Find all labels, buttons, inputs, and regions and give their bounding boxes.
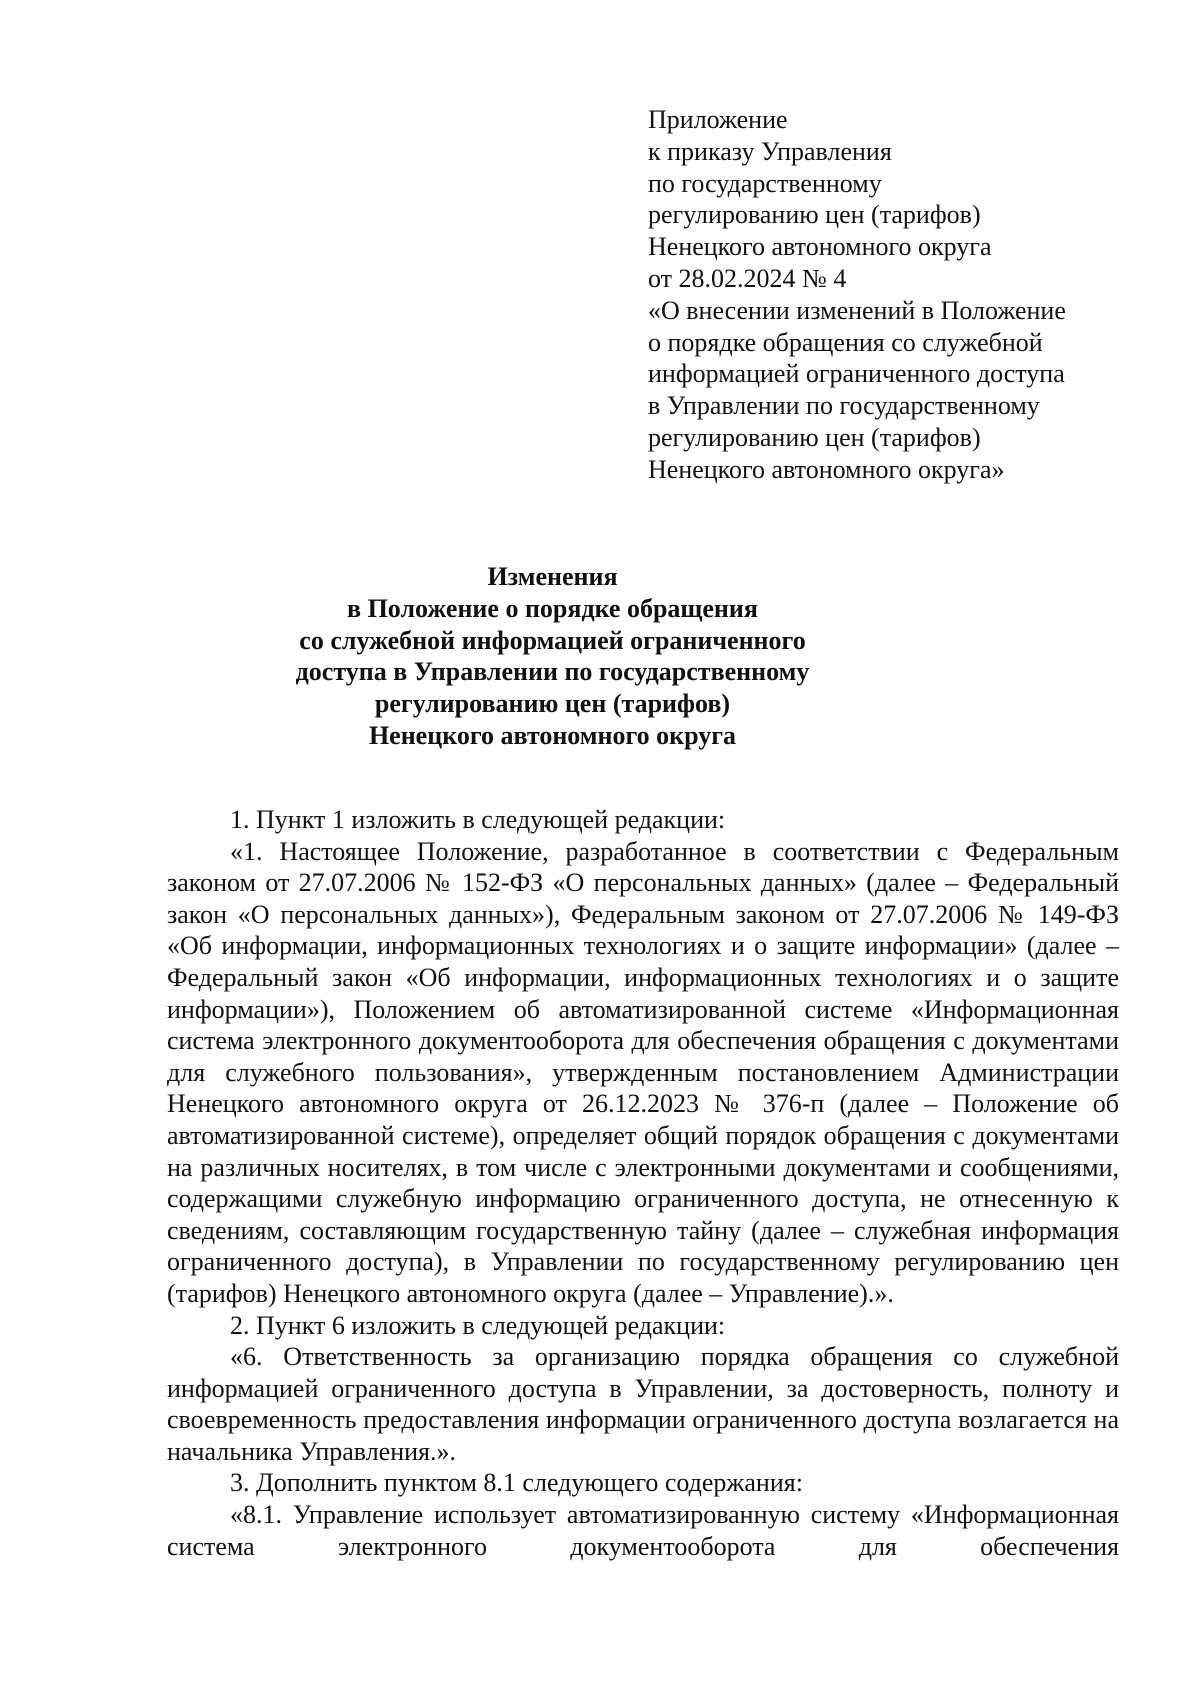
appendix-line: «О внесении изменений в Положение <box>648 295 1066 325</box>
appendix-line: информацией ограниченного доступа <box>648 359 1065 389</box>
body-paragraph: «8.1. Управление использует автоматизированную систему «Информационная система электронного документооборота для обеспечения <box>167 1500 1119 1561</box>
appendix-line: Ненецкого автономного округа» <box>648 454 1005 484</box>
title-line: со служебной информацией ограниченного <box>299 625 806 655</box>
body-paragraph: 3. Дополнить пунктом 8.1 следующего содержания: <box>230 1468 803 1498</box>
body-paragraph: «1. Настоящее Положение, разработанное в соответствии с Федеральным законом от 27.07.2006 № 152-ФЗ «О персональных данных» (далее – Федеральный закон «О персональных данных»), Федеральным законом от 27.07.2006 № 149-ФЗ «Об информации, информационных технологиях и о защите информации» (далее – Федеральный закон «Об информации, информационных технологиях и о защите информации»), Положением об автоматизированной системе «Информационная система электронного документооборота для обеспечения обращения с документами для служебного пользования», утвержденным постановлением Администрации Ненецкого автономного округа от 26.12.2023 № 376-п (далее – Положение об автоматизированной системе), определяет общий порядок обращения с документами на различных носителях, в том числе с электронными документами и сообщениями, содержащими служебную информацию ограниченного доступа, не отнесенную к сведениям, составляющим государственную тайну (далее – служебная информация ограниченного доступа), в Управлении по государственному регулированию цен (тарифов) Ненецкого автономного округа (далее – Управление).». <box>167 836 1119 1308</box>
appendix-line: по государственному <box>648 168 882 198</box>
body-paragraph: «6. Ответственность за организацию порядка обращения со служебной информацией ограниченного доступа в Управлении, за достоверность, полноту и своевременность предоставления информации ограниченного доступа возлагается на начальника Управления.». <box>167 1342 1119 1466</box>
title-line: регулированию цен (тарифов) <box>374 689 731 719</box>
appendix-line: Приложение <box>648 105 788 134</box>
appendix-line: регулированию цен (тарифов) <box>648 422 981 452</box>
appendix-line: регулированию цен (тарифов) <box>648 200 981 230</box>
appendix-header <box>648 104 1148 486</box>
appendix-line: в Управлении по государственному <box>648 391 1040 421</box>
body-paragraph: 1. Пункт 1 изложить в следующей редакции: <box>230 805 726 834</box>
body-paragraph: 2. Пункт 6 изложить в следующей редакции: <box>230 1310 726 1340</box>
document-title <box>200 561 905 752</box>
title-line: в Положение о порядке обращения <box>347 593 758 623</box>
appendix-line: о порядке обращения со служебной <box>648 327 1043 357</box>
appendix-line: Ненецкого автономного округа <box>648 232 992 262</box>
title-line: доступа в Управлении по государственному <box>295 657 810 687</box>
title-line: Ненецкого автономного округа <box>368 720 737 750</box>
title-line: Изменения <box>487 562 618 591</box>
document-body <box>167 804 1119 1562</box>
appendix-line: от 28.02.2024 № 4 <box>648 263 847 293</box>
appendix-line: к приказу Управления <box>648 136 892 166</box>
